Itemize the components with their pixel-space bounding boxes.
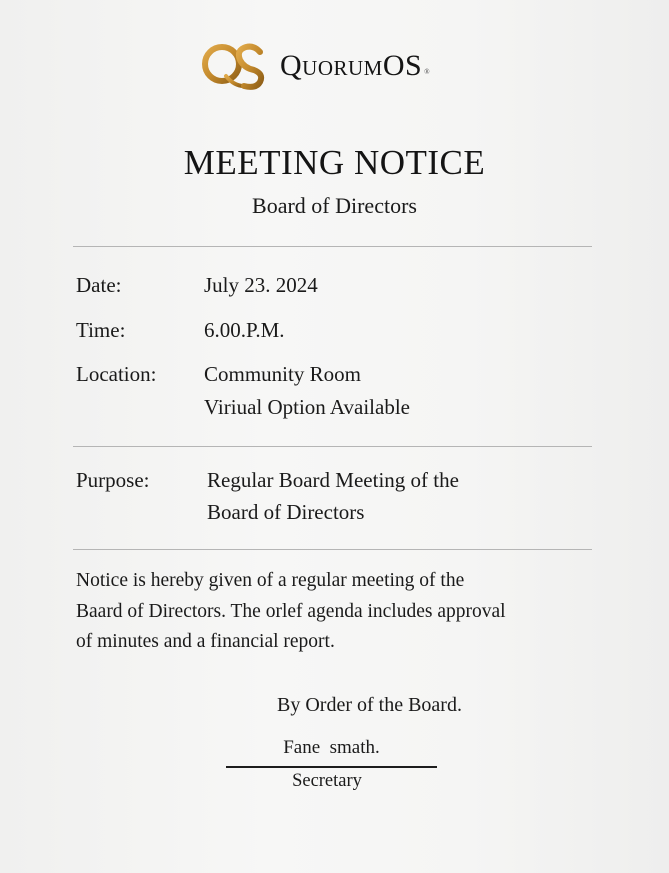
brand-logo <box>200 40 430 92</box>
date-value: July 23. 2024 <box>204 273 318 297</box>
date-label: Date: <box>76 273 122 297</box>
divider <box>73 446 592 447</box>
page-subtitle: Board of Directors <box>252 193 417 218</box>
notice-line: Notice is hereby given of a regular meeting of the <box>76 570 465 591</box>
notice-line: of minutes and a financial report. <box>76 631 335 652</box>
time-label: Time: <box>76 318 126 342</box>
location-label: Location: <box>76 362 157 386</box>
purpose-value-line1: Regular Board Meeting of the <box>207 468 459 492</box>
signature-title: Secretary <box>292 771 362 791</box>
time-value: 6.00.P.M. <box>204 318 285 342</box>
signature-name: Fane smath. <box>283 737 380 758</box>
divider <box>73 246 592 247</box>
purpose-label: Purpose: <box>76 468 150 492</box>
trademark-mark: ® <box>424 68 430 76</box>
closing-statement: By Order of the Board. <box>277 694 462 716</box>
purpose-value-line2: Board of Directors <box>207 500 365 524</box>
location-value-line1: Community Room <box>204 362 361 386</box>
divider <box>73 549 592 550</box>
notice-line: Baard of Directors. The orlef agenda includes approval <box>76 600 506 622</box>
notice-paragraph <box>76 566 616 658</box>
brand-name: QuorumOS <box>280 49 423 82</box>
signature-line <box>226 766 437 768</box>
qs-monogram-icon <box>200 40 272 92</box>
page-title: MEETING NOTICE <box>183 143 486 182</box>
location-value-line2: Viriual Option Available <box>204 395 410 419</box>
